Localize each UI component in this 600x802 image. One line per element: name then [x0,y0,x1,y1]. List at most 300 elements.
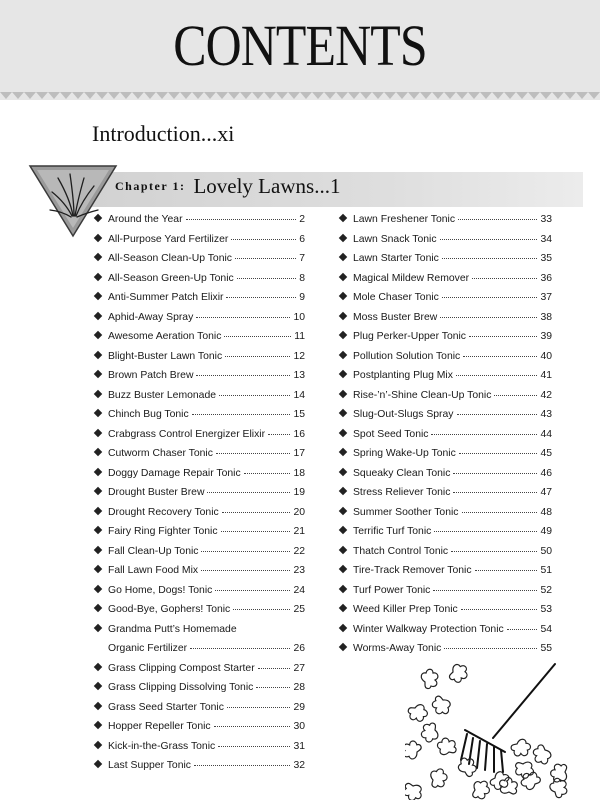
chapter-prefix: Chapter 1: [115,179,186,193]
diamond-bullet-icon [339,409,347,417]
toc-entry [93,269,305,289]
toc-entry-page: 23 [293,565,305,576]
toc-entry-label: Kick-in-the-Grass Tonic [108,740,216,752]
toc-entry-page: 54 [540,623,552,635]
dot-leader [434,530,537,532]
toc-entry-label: Winter Walkway Protection Tonic [353,623,504,635]
dot-leader [453,472,537,474]
zigzag-tooth [528,92,540,99]
toc-entry-label: All-Season Green-Up Tonic [108,272,234,284]
diamond-bullet-icon [94,506,102,514]
diamond-bullet-icon [94,233,102,241]
rake-and-leaves-illustration [405,660,585,800]
toc-entry-page: 8 [299,272,305,284]
toc-entry [93,405,305,425]
toc-entry-page: 48 [540,506,552,518]
zigzag-tooth [552,92,564,99]
toc-entry [338,522,552,542]
toc-entry-page: 12 [293,350,305,362]
zigzag-tooth [492,92,504,99]
dot-leader [224,335,291,337]
toc-entry-page: 51 [540,565,552,576]
zigzag-tooth [144,92,156,99]
toc-entry-page: 50 [540,545,552,557]
toc-entry-label: Fall Clean-Up Tonic [108,545,199,557]
toc-entry [93,366,305,386]
toc-entry-label: Stress Reliever Tonic [353,487,451,498]
dot-leader [227,706,291,708]
toc-entry [93,444,305,464]
toc-entry-page: 41 [540,370,552,381]
dot-leader [186,218,297,220]
zigzag-tooth [396,92,408,99]
diamond-bullet-icon [339,526,347,534]
zigzag-tooth [468,92,480,99]
toc-entry [93,620,305,659]
toc-entry-label: Moss Buster Brew [353,311,438,323]
toc-entry-label: Fall Lawn Food Mix [108,565,199,576]
dot-leader [221,530,291,532]
toc-entry-label: Terrific Turf Tonic [353,526,432,537]
zigzag-tooth [588,92,600,99]
zigzag-tooth [72,92,84,99]
zigzag-tooth [120,92,132,99]
toc-entry-page: 13 [293,370,305,381]
diamond-bullet-icon [94,214,102,222]
toc-entry-page: 44 [540,428,552,440]
diamond-bullet-icon [339,565,347,573]
toc-entry [93,347,305,367]
diamond-bullet-icon [94,331,102,339]
zigzag-tooth [60,92,72,99]
leaf-icon [405,779,425,800]
diamond-bullet-icon [339,253,347,261]
toc-entry-page: 52 [540,584,552,596]
zigzag-tooth [12,92,24,99]
dot-leader [225,355,290,357]
diamond-bullet-icon [94,526,102,534]
toc-entry-label: Organic Fertilizer [108,643,188,654]
leaf-icon [429,693,454,718]
toc-entry-page: 39 [540,331,552,342]
toc-entry [93,678,305,698]
toc-entry-label: Mole Chaser Tonic [353,292,439,303]
zigzag-tooth [168,92,180,99]
header-zigzag-border [0,88,600,104]
zigzag-tooth [564,92,576,99]
toc-entry-label: Worms-Away Tonic [353,643,442,654]
toc-entry-page: 31 [293,740,305,752]
diamond-bullet-icon [339,428,347,436]
toc-entry [338,288,552,308]
leaf-icon [531,743,554,767]
dot-leader [459,452,538,454]
dot-leader [507,628,538,630]
toc-entry [93,542,305,562]
toc-entry-page: 37 [540,292,552,303]
toc-entry [338,600,552,620]
diamond-bullet-icon [94,311,102,319]
toc-entry-label: Anti-Summer Patch Elixir [108,292,224,303]
toc-entry-page: 20 [293,506,305,518]
dot-leader [258,667,291,669]
leaf-icon [421,669,438,688]
dot-leader [461,608,538,610]
toc-entry-page: 53 [540,604,552,615]
toc-entry-label: Turf Power Tonic [353,584,431,596]
toc-entry [93,737,305,757]
zigzag-tooth [324,92,336,99]
leaf-icon [446,661,471,686]
introduction-label: Introduction [92,121,201,146]
toc-entry-label: All-Season Clean-Up Tonic [108,253,232,264]
toc-entry-page: 34 [540,233,552,245]
dot-leader [462,511,538,513]
toc-entry-page: 45 [540,448,552,459]
toc-entry-label: Fairy Ring Fighter Tonic [108,526,218,537]
dot-leader [472,277,537,279]
diamond-bullet-icon [339,506,347,514]
toc-entry-label: Go Home, Dogs! Tonic [108,584,213,596]
toc-entry [93,425,305,445]
dot-leader [469,335,537,337]
zigzag-tooth [420,92,432,99]
toc-entry-page: 2 [299,214,305,225]
toc-entry [338,425,552,445]
dot-leader [201,569,290,571]
diamond-bullet-icon [94,545,102,553]
toc-entry-page: 16 [293,428,305,440]
toc-entry [338,366,552,386]
zigzag-tooth [108,92,120,99]
dot-leader [440,238,538,240]
toc-entry [338,210,552,230]
zigzag-tooth [480,92,492,99]
chapter-page: 1 [329,174,341,198]
dot-leader [192,413,291,415]
toc-entry-page: 40 [540,350,552,362]
toc-entry-page: 21 [293,526,305,537]
toc-entry-label: Blight-Buster Lawn Tonic [108,350,223,362]
toc-entry-label: Lawn Starter Tonic [353,253,439,264]
toc-entry-page: 19 [293,487,305,498]
leaf-icon [519,770,543,792]
page-title: CONTENTS [173,13,427,78]
dot-leader [431,433,537,435]
dot-leader [453,491,537,493]
dot-leader [456,374,538,376]
leaf-icon [468,777,492,800]
toc-right-column [338,210,552,659]
toc-entry-page: 35 [540,253,552,264]
toc-entry [338,386,552,406]
toc-entry [338,230,552,250]
zigzag-tooth [36,92,48,99]
dot-leader [244,472,291,474]
toc-entry-page: 22 [293,545,305,557]
toc-entry-label: Spot Seed Tonic [353,428,429,440]
toc-entry-label: Squeaky Clean Tonic [353,467,451,479]
toc-entry-page: 7 [299,253,305,264]
toc-entry [93,386,305,406]
toc-entry-label: Summer Soother Tonic [353,506,459,518]
toc-entry [93,659,305,679]
dot-leader [233,608,290,610]
toc-entry-page: 42 [540,389,552,401]
toc-entry [93,717,305,737]
toc-entry-label: Aphid-Away Spray [108,311,194,323]
diamond-bullet-icon [94,389,102,397]
toc-entry-label: Brown Patch Brew [108,370,194,381]
toc-entry-label: Hopper Repeller Tonic [108,721,211,732]
toc-entry [93,230,305,250]
dot-leader [196,316,290,318]
toc-entry-label: Slug-Out-Slugs Spray [353,409,454,420]
toc-entry-label: Grass Clipping Dissolving Tonic [108,682,254,693]
toc-entry [338,444,552,464]
zigzag-tooth [576,92,588,99]
zigzag-tooth [516,92,528,99]
toc-entry [338,581,552,601]
dot-leader [207,491,290,493]
toc-entry-label: Plug Perker-Upper Tonic [353,331,467,342]
zigzag-tooth [444,92,456,99]
toc-entry-page: 24 [293,584,305,596]
toc-entry-page: 55 [540,643,552,654]
diamond-bullet-icon [94,740,102,748]
diamond-bullet-icon [339,272,347,280]
leaf-icon [428,767,449,790]
zigzag-tooth [360,92,372,99]
toc-entry-page: 32 [293,760,305,771]
diamond-bullet-icon [94,721,102,729]
leaf-icon [436,737,458,757]
toc-entry [338,464,552,484]
toc-entry-page: 47 [540,487,552,498]
toc-entry [338,561,552,581]
toc-entry [93,522,305,542]
toc-entry-label: Grass Seed Starter Tonic [108,701,224,713]
dot-leader [475,569,538,571]
dot-leader [222,511,291,513]
dot-leader [215,589,290,591]
zigzag-tooth [84,92,96,99]
zigzag-tooth [348,92,360,99]
diamond-bullet-icon [94,448,102,456]
toc-entry-page: 46 [540,467,552,479]
toc-entry [338,639,552,659]
toc-entry [93,464,305,484]
toc-entry [93,249,305,269]
toc-entry [338,483,552,503]
diamond-bullet-icon [94,409,102,417]
diamond-bullet-icon [339,584,347,592]
toc-entry-page: 33 [540,214,552,225]
toc-entry-label: Postplanting Plug Mix [353,370,453,381]
zigzag-tooth [96,92,108,99]
toc-entry-label: Doggy Damage Repair Tonic [108,467,241,479]
introduction-page: xi [217,121,235,146]
dot-leader [463,355,537,357]
diamond-bullet-icon [94,350,102,358]
leaf-icon [512,758,536,780]
dot-leader [194,764,290,766]
toc-entry [93,503,305,523]
zigzag-tooth [276,92,288,99]
leaf-icon [455,754,479,779]
zigzag-tooth [300,92,312,99]
toc-entry-label: Crabgrass Control Energizer Elixir [108,428,266,440]
leaf-icon [420,722,439,743]
leaf-icon [548,761,571,785]
zigzag-tooth [372,92,384,99]
leaf-icon [510,738,532,758]
toc-entry-page: 27 [293,662,305,674]
toc-entry-label: Grass Clipping Compost Starter [108,662,255,674]
toc-left-column [93,210,305,776]
zigzag-tooth [48,92,60,99]
chapter-name: Lovely Lawns...1 [193,174,341,198]
toc-entry-page: 26 [293,643,305,654]
zigzag-tooth [312,92,324,99]
toc-entry-page: 18 [293,467,305,479]
diamond-bullet-icon [94,272,102,280]
dot-leader [451,550,537,552]
dot-leader [440,316,537,318]
toc-entry-label: Lawn Freshener Tonic [353,214,456,225]
zigzag-tooth [288,92,300,99]
dot-leader [237,277,297,279]
zigzag-tooth [156,92,168,99]
dot-leader [442,257,538,259]
toc-entry-page: 9 [299,292,305,303]
toc-entry-page: 36 [540,272,552,284]
diamond-bullet-icon [94,428,102,436]
toc-entry [338,503,552,523]
toc-entry-label: Tire-Track Remover Tonic [353,565,472,576]
toc-entry [338,269,552,289]
zigzag-tooth [132,92,144,99]
zigzag-tooth [432,92,444,99]
dot-leader [235,257,296,259]
diamond-bullet-icon [339,604,347,612]
dot-leader [457,413,538,415]
dot-leader [268,433,290,435]
toc-entry [93,210,305,230]
toc-entry-label: Drought Buster Brew [108,487,205,498]
toc-entry-label: Pollution Solution Tonic [353,350,461,362]
diamond-bullet-icon [339,467,347,475]
diamond-bullet-icon [339,389,347,397]
diamond-bullet-icon [339,448,347,456]
dot-leader [256,686,290,688]
dot-leader [444,647,537,649]
diamond-bullet-icon [339,292,347,300]
toc-entry [338,542,552,562]
toc-entry-label: Drought Recovery Tonic [108,506,219,518]
toc-entry-label: All-Purpose Yard Fertilizer [108,233,229,245]
toc-entry [93,327,305,347]
dot-leader [226,296,296,298]
diamond-bullet-icon [94,565,102,573]
toc-entry [93,483,305,503]
diamond-bullet-icon [94,623,102,631]
diamond-bullet-icon [339,311,347,319]
toc-entry-label: Spring Wake-Up Tonic [353,448,456,459]
toc-entry [338,327,552,347]
toc-entry-page: 43 [540,409,552,420]
toc-entry [93,308,305,328]
dot-leader [196,374,290,376]
toc-entry [338,308,552,328]
diamond-bullet-icon [94,292,102,300]
toc-entry-page: 25 [293,604,305,615]
chapter-title-text: Lovely Lawns [193,174,315,198]
toc-entry-page: 49 [540,526,552,537]
toc-entry [93,756,305,776]
zigzag-tooth [228,92,240,99]
toc-entry-label: Last Supper Tonic [108,760,191,771]
dot-leader [216,452,291,454]
zigzag-tooth [540,92,552,99]
toc-entry [338,620,552,640]
toc-entry-label: Thatch Control Tonic [353,545,449,557]
toc-entry-page: 29 [293,701,305,713]
dot-leader [218,745,290,747]
toc-entry-page: 17 [293,448,305,459]
diamond-bullet-icon [94,467,102,475]
toc-entry-page: 14 [293,389,305,401]
introduction-leader: ... [200,121,218,146]
diamond-bullet-icon [94,662,102,670]
zigzag-tooth [408,92,420,99]
toc-entry [93,581,305,601]
zigzag-tooth [252,92,264,99]
zigzag-tooth [192,92,204,99]
toc-entry-label: Grandma Putt’s Homemade [108,623,237,635]
zigzag-tooth [204,92,216,99]
diamond-bullet-icon [339,487,347,495]
toc-entry-page: 38 [540,311,552,323]
leaf-icon [405,738,424,763]
diamond-bullet-icon [94,584,102,592]
diamond-bullet-icon [94,487,102,495]
toc-entry-page: 11 [294,331,305,342]
zigzag-tooth [384,92,396,99]
zigzag-tooth [24,92,36,99]
diamond-bullet-icon [94,253,102,261]
toc-entry-label: Awesome Aeration Tonic [108,331,222,342]
toc-entry [93,698,305,718]
diamond-bullet-icon [339,233,347,241]
diamond-bullet-icon [339,214,347,222]
diamond-bullet-icon [94,760,102,768]
introduction-entry [92,121,234,147]
dot-leader [201,550,290,552]
toc-entry-page: 6 [299,233,305,245]
dot-leader [433,589,537,591]
toc-entry-label: Magical Mildew Remover [353,272,470,284]
toc-entry-page: 30 [293,721,305,732]
zigzag-tooth [264,92,276,99]
diamond-bullet-icon [339,545,347,553]
diamond-bullet-icon [94,604,102,612]
zigzag-tooth [0,92,12,99]
toc-entry [93,561,305,581]
zigzag-tooth [216,92,228,99]
toc-entry-page: 10 [293,311,305,323]
diamond-bullet-icon [94,682,102,690]
